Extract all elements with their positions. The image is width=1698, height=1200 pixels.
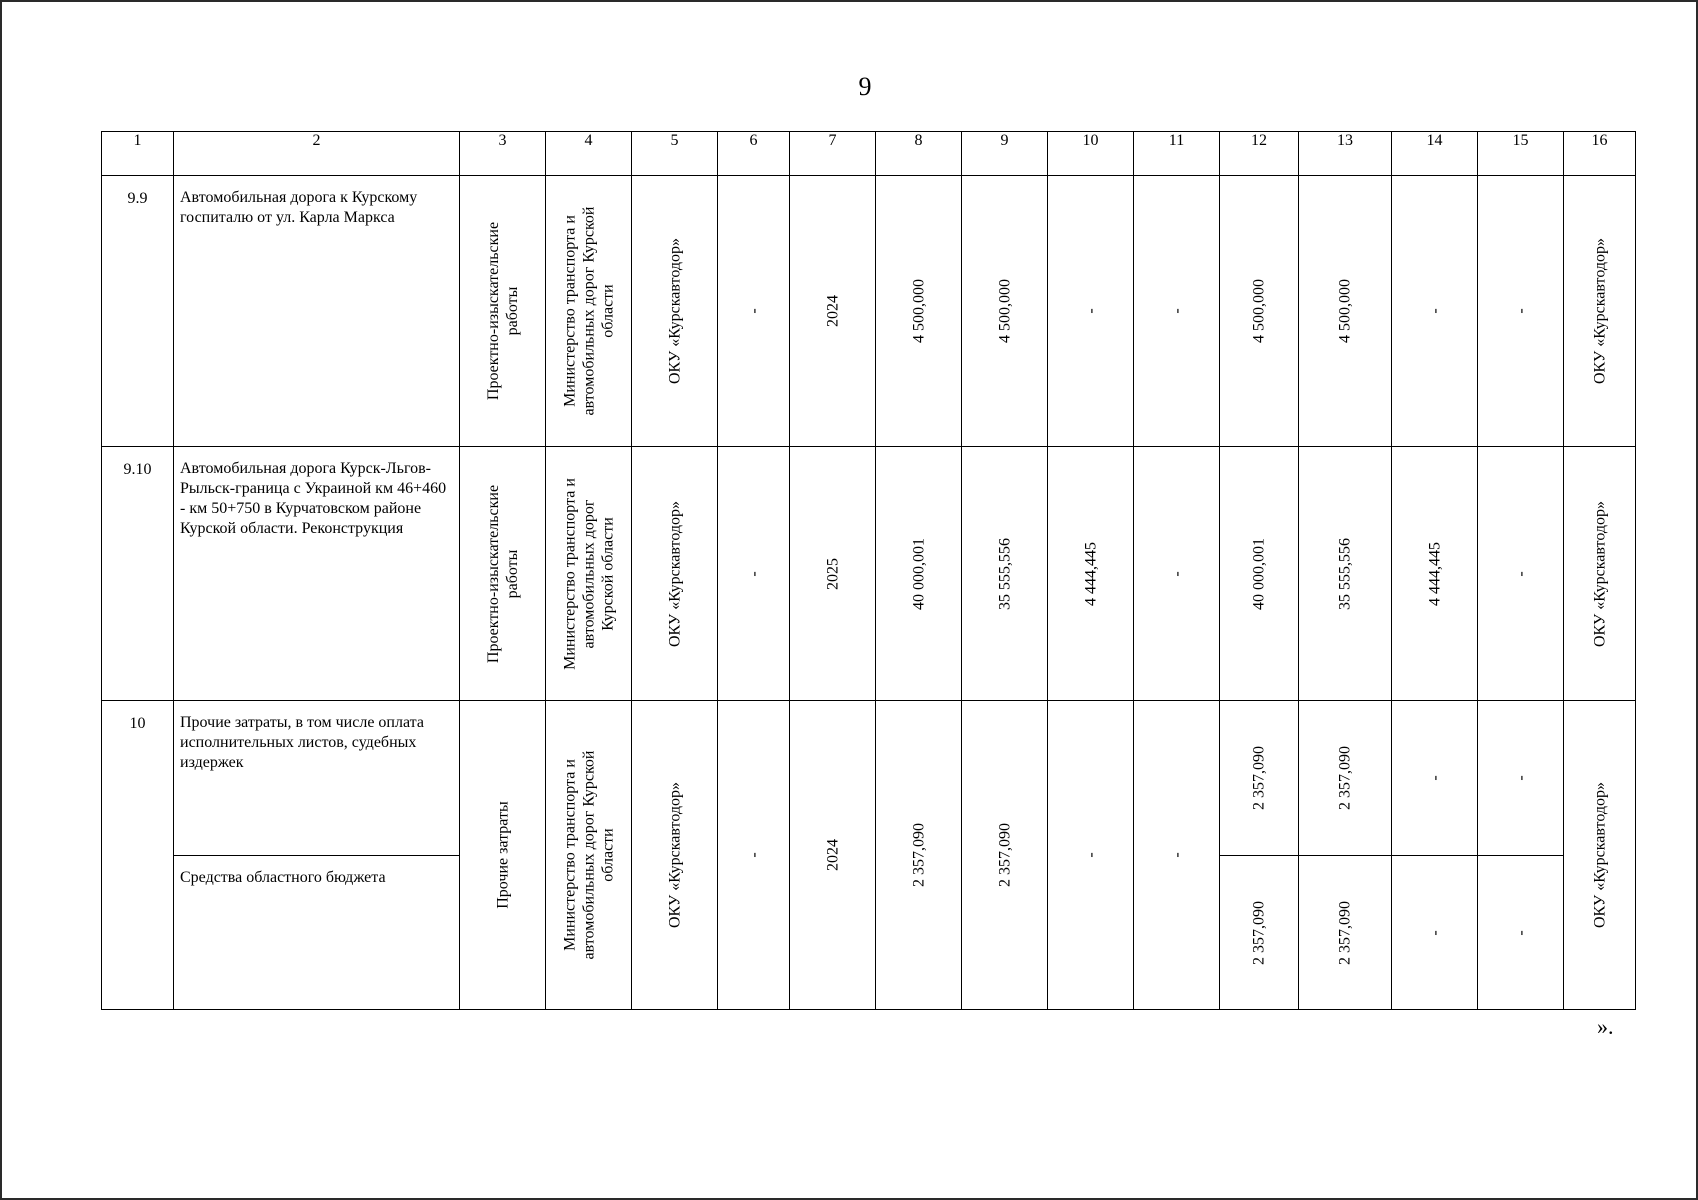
- col11-cell: [1134, 701, 1220, 1010]
- col15-value: -: [1512, 570, 1529, 577]
- funding-source: Средства областного бюджета: [174, 856, 460, 1010]
- col12-value: 40 000,001: [1250, 537, 1268, 610]
- ministry-cell: [546, 701, 632, 1010]
- col13-cell: [1299, 447, 1392, 701]
- year-value: 2025: [824, 557, 841, 590]
- col14-value: -: [1426, 929, 1443, 936]
- col10-value: -: [1082, 852, 1099, 858]
- header-cell: 1: [102, 132, 174, 176]
- customer-cell: [632, 447, 718, 701]
- object-name: Прочие затраты, в том числе оплата исполнительных листов, судебных издержек: [174, 701, 460, 856]
- col6-value: -: [745, 570, 762, 577]
- row-number: 9.10: [102, 447, 174, 701]
- col16-cell: [1564, 176, 1636, 447]
- header-cell: 2: [174, 132, 460, 176]
- col10-cell: [1048, 701, 1134, 1010]
- col8-value: 4 500,000: [910, 279, 927, 343]
- year-value: 2024: [824, 295, 841, 327]
- col9-value: 4 500,000: [996, 279, 1013, 343]
- col15-cell: [1478, 856, 1564, 1010]
- col8-cell: [876, 447, 962, 701]
- col6-value: -: [745, 852, 762, 858]
- customer-cell: [632, 176, 718, 447]
- col7-cell: [790, 447, 876, 701]
- col8-cell: [876, 176, 962, 447]
- col12-cell: [1220, 176, 1299, 447]
- col7-cell: [790, 701, 876, 1010]
- col14-value: 4 444,445: [1426, 541, 1443, 606]
- row-number: 9.9: [102, 176, 174, 447]
- col14-value: -: [1426, 775, 1443, 781]
- work-type: Прочие затраты: [494, 801, 511, 909]
- col13-cell: [1299, 856, 1392, 1010]
- col10-cell: [1048, 176, 1134, 447]
- col12-cell: [1220, 701, 1299, 856]
- header-cell: 14: [1392, 132, 1478, 176]
- col12-cell: [1220, 447, 1299, 701]
- work-type: Проектно-изыскательские работы: [484, 221, 521, 401]
- ministry-cell: [546, 176, 632, 447]
- ministry-cell: [546, 447, 632, 701]
- col13-cell: [1299, 176, 1392, 447]
- col12-value: 2 357,090: [1250, 900, 1268, 965]
- col6-cell: [718, 447, 790, 701]
- header-cell: 15: [1478, 132, 1564, 176]
- header-cell: 4: [546, 132, 632, 176]
- customer: ОКУ «Курскавтодор»: [666, 781, 683, 929]
- ministry: Министерство транспорта и автомобильных дорог Курской области: [561, 750, 616, 960]
- col10-cell: [1048, 447, 1134, 701]
- customer-cell: [632, 701, 718, 1010]
- col16-value: ОКУ «Курскавтодор»: [1591, 500, 1608, 647]
- col16-cell: [1564, 701, 1636, 1010]
- col14-cell: [1392, 447, 1478, 701]
- header-cell: 10: [1048, 132, 1134, 176]
- ministry: Министерство транспорта и автомобильных дорог Курской области: [561, 206, 616, 416]
- col15-value: -: [1512, 929, 1529, 936]
- row-number: 10: [102, 701, 174, 1010]
- col14-cell: [1392, 176, 1478, 447]
- col8-value: 40 000,001: [910, 537, 927, 610]
- col9-value: 2 357,090: [996, 823, 1013, 887]
- object-name: Автомобильная дорога Курск-Льгов-Рыльск-граница с Украиной км 46+460 - км 50+750 в Курчатовском районе Курской области. Реконструкция: [174, 447, 460, 701]
- col12-value: 2 357,090: [1250, 746, 1268, 810]
- header-cell: 16: [1564, 132, 1636, 176]
- col15-value: -: [1512, 775, 1529, 781]
- customer: ОКУ «Курскавтодор»: [666, 237, 683, 385]
- col11-cell: [1134, 447, 1220, 701]
- col13-value: 2 357,090: [1336, 900, 1354, 965]
- header-row: [102, 132, 1636, 176]
- col10-value: 4 444,445: [1082, 541, 1099, 606]
- col11-value: -: [1168, 852, 1185, 858]
- col16-value: ОКУ «Курскавтодор»: [1591, 237, 1608, 385]
- customer: ОКУ «Курскавтодор»: [666, 500, 683, 647]
- col13-value: 4 500,000: [1336, 279, 1354, 343]
- col10-value: -: [1082, 308, 1099, 314]
- header-cell: 12: [1220, 132, 1299, 176]
- col13-value: 2 357,090: [1336, 746, 1354, 810]
- col16-cell: [1564, 447, 1636, 701]
- col13-value: 35 555,556: [1336, 537, 1354, 610]
- year-value: 2024: [824, 839, 841, 871]
- col7-cell: [790, 176, 876, 447]
- col15-cell: [1478, 176, 1564, 447]
- header-cell: 11: [1134, 132, 1220, 176]
- header-cell: 8: [876, 132, 962, 176]
- col11-value: -: [1168, 308, 1185, 314]
- col14-cell: [1392, 856, 1478, 1010]
- data-table: [101, 131, 1636, 1010]
- header-cell: 7: [790, 132, 876, 176]
- table-row: [102, 701, 1636, 856]
- col15-cell: [1478, 701, 1564, 856]
- object-name: Автомобильная дорога к Курскому госпиталю от ул. Карла Маркса: [174, 176, 460, 447]
- col9-cell: [962, 447, 1048, 701]
- table-row: [102, 447, 1636, 701]
- col8-value: 2 357,090: [910, 823, 927, 887]
- col12-cell: [1220, 856, 1299, 1010]
- col6-cell: [718, 701, 790, 1010]
- col14-value: -: [1426, 308, 1443, 314]
- work-type-cell: [460, 701, 546, 1010]
- col15-cell: [1478, 447, 1564, 701]
- col8-cell: [876, 701, 962, 1010]
- col13-cell: [1299, 701, 1392, 856]
- header-cell: 6: [718, 132, 790, 176]
- col6-cell: [718, 176, 790, 447]
- col6-value: -: [745, 308, 762, 314]
- col11-cell: [1134, 176, 1220, 447]
- col14-cell: [1392, 701, 1478, 856]
- header-cell: 9: [962, 132, 1048, 176]
- ministry: Министерство транспорта и автомобильных дорог Курской области: [561, 477, 616, 670]
- work-type-cell: [460, 176, 546, 447]
- col9-cell: [962, 176, 1048, 447]
- col11-value: -: [1168, 570, 1185, 577]
- closing-quote: ».: [1597, 1014, 1614, 1039]
- work-type-cell: [460, 447, 546, 701]
- header-cell: 13: [1299, 132, 1392, 176]
- work-type: Проектно-изыскательские работы: [484, 484, 521, 663]
- table-row: [102, 176, 1636, 447]
- col9-cell: [962, 701, 1048, 1010]
- col9-value: 35 555,556: [996, 537, 1013, 610]
- page-number: 9: [858, 72, 872, 101]
- col16-value: ОКУ «Курскавтодор»: [1591, 781, 1608, 929]
- header-cell: 3: [460, 132, 546, 176]
- header-cell: 5: [632, 132, 718, 176]
- col15-value: -: [1512, 308, 1529, 314]
- col12-value: 4 500,000: [1250, 279, 1268, 343]
